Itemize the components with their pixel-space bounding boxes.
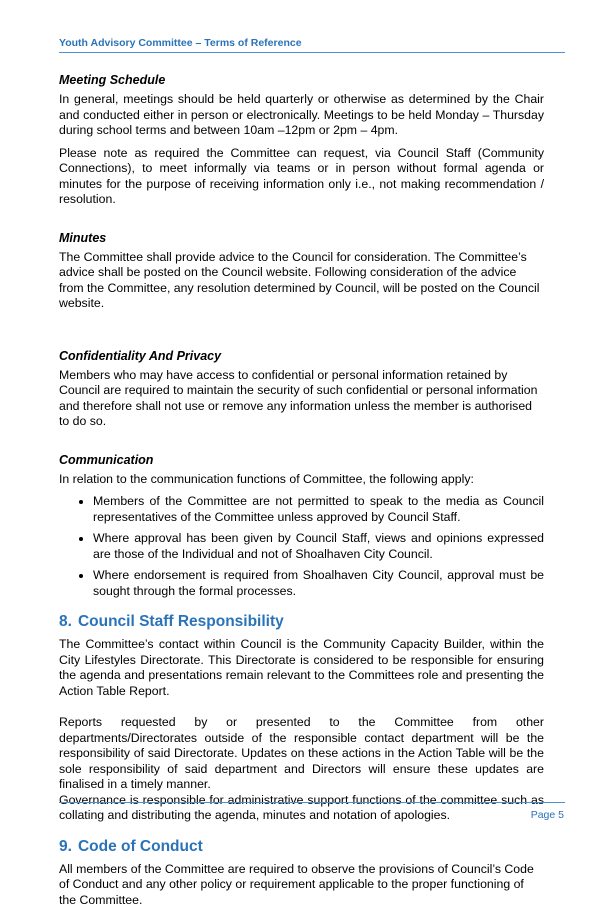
meeting-schedule-paragraph-2: Please note as required the Committee can request, via Council Staff (Community Connections), to meet informally via teams or in person without formal agenda or minutes for the purpose of receiving information only i.e., not making recommendation / resolution. [59, 145, 544, 206]
communication-list [59, 494, 544, 599]
communication-intro: In relation to the communication functions of Committee, the following apply: [59, 471, 474, 486]
list-item: • Where endorsement is required from Shoalhaven City Council, approval must be sought through the formal processes. [93, 568, 544, 599]
section-title: Code of Conduct [77, 837, 203, 855]
section-number: 8. [59, 613, 72, 630]
meeting-schedule-heading: Meeting Schedule [59, 73, 166, 87]
council-staff-heading [59, 613, 544, 631]
section-title: Council Staff Responsibility [77, 613, 284, 630]
meeting-schedule-paragraph-1: In general, meetings should be held quarterly or otherwise as determined by the Chair and conducted either in person or electronically. Meetings to be held Monday – Thursday during school terms and between 10am –12pm or 2pm – 4pm. [59, 92, 544, 137]
document-body [59, 72, 544, 915]
page-header: Youth Advisory Committee – Terms of Reference [59, 37, 565, 53]
staff-paragraph-2: Reports requested by or presented to the Committee from other departments/Directorates outside of the responsible contact department will be the responsibility of said Directorate. Updates on these actions in the Action Table will be the sole responsibility of said department and Directors will ensure these updates are finalised in a timely manner. [59, 715, 544, 791]
conduct-paragraph: All members of the Committee are required to observe the provisions of Council’s Code of Conduct and any other policy or requirement applicable to the proper functioning of the Committee. [59, 861, 534, 907]
confidentiality-heading: Confidentiality And Privacy [59, 348, 222, 363]
page-number: Page 5 [530, 809, 564, 821]
section-number: 9. [59, 837, 72, 855]
footer-divider [59, 802, 565, 803]
staff-paragraph-3: Governance is responsible for administrative support functions of the committee such as collating and distributing the agenda, minutes and notation of apologies. [59, 792, 544, 822]
confidentiality-paragraph: Members who may have access to confidential or personal information retained by Council are required to maintain the security of such confidential or personal information and therefore shall not use or remove any information unless the member is authorised to do so. [59, 367, 538, 428]
communication-heading: Communication [59, 452, 154, 467]
list-item: • Members of the Committee are not permitted to speak to the media as Council representatives of the Committee unless approved by Council Staff. [93, 494, 544, 525]
minutes-paragraph: The Committee shall provide advice to the Council for consideration. The Committee’s advice shall be posted on the Council website. Following consideration of the advice from the Committee, any resolution determined by Council, will be posted on the Council website. [59, 249, 540, 310]
minutes-heading: Minutes [59, 230, 107, 245]
staff-paragraph-1: The Committee’s contact within Council is the Community Capacity Builder, within the City Lifestyles Directorate. This Directorate is considered to be responsible for ensuring the agenda and presentations remain relevant to the Committees role and presenting the Action Table Report. [59, 637, 544, 698]
list-item: • Where approval has been given by Council Staff, views and opinions expressed are those of the Individual and not of Shoalhaven City Council. [93, 531, 544, 562]
